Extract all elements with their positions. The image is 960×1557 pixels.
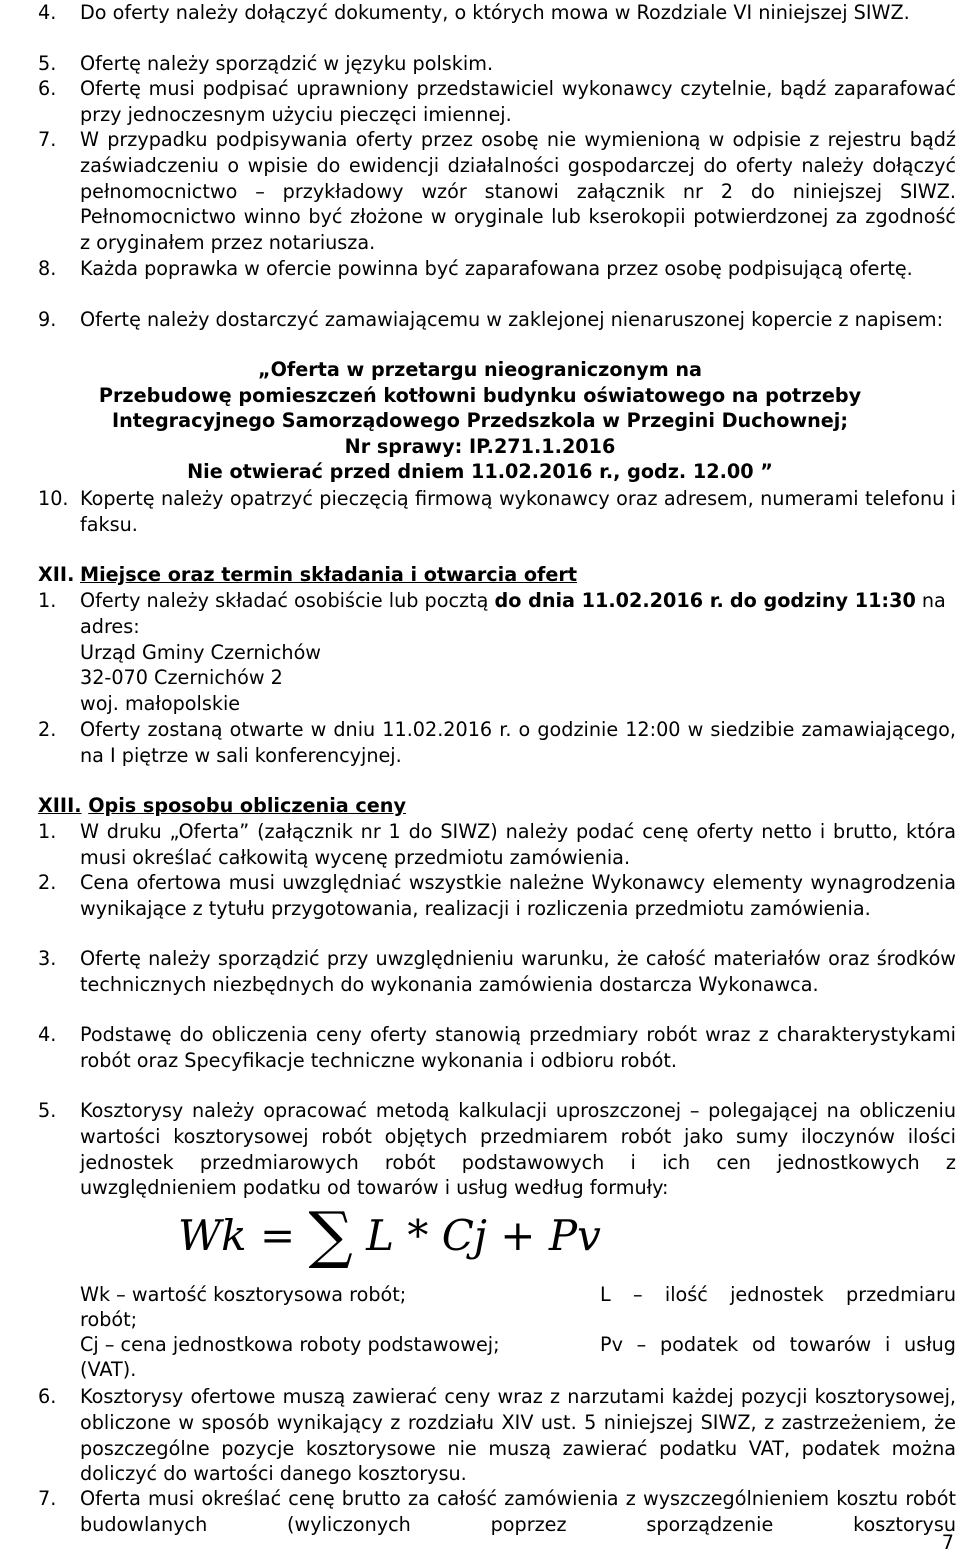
list-item	[38, 1486, 956, 1538]
list-item	[38, 717, 956, 769]
definition-l-continued: robót;	[80, 1308, 138, 1331]
deadline-date: do dnia 11.02.2016 r.	[494, 589, 724, 612]
item-text: Oferty zostaną otwarte w dniu 11.02.2016 r. o godzinie 12:00 w siedzibie zamawiającego, na I piętrze w sali konferencyjnej.	[80, 718, 956, 767]
list-item	[38, 1098, 956, 1201]
definition-cj: Cj – cena jednostkowa roboty podstawowej;	[80, 1333, 500, 1356]
deadline-time: do godziny 11:30	[729, 589, 916, 612]
item-number: 5.	[38, 1099, 57, 1122]
envelope-line: Nie otwierać przed dniem 11.02.2016 r., godz. 12.00 ”	[187, 460, 773, 484]
definition-pv: Pv – podatek od towarów i usług	[600, 1333, 956, 1356]
item-text: Kopertę należy opatrzyć pieczęcią firmową wykonawcy oraz adresem, numerami telefonu i faksu.	[80, 487, 956, 536]
address-line: 32-070 Czernichów 2	[80, 666, 283, 690]
item-number: 3.	[38, 947, 57, 970]
definition-pv-continued: (VAT).	[80, 1358, 137, 1381]
list-item	[38, 946, 956, 998]
price-formula	[178, 1198, 601, 1271]
list-item	[38, 256, 956, 282]
item-text: Każda poprawka w ofercie powinna być zaparafowana przez osobę podpisującą ofertę.	[80, 257, 913, 280]
envelope-inscription	[0, 357, 960, 485]
list-item	[38, 127, 956, 256]
list-item	[38, 51, 956, 77]
address-line: Urząd Gminy Czernichów	[80, 640, 322, 664]
definition-wk: Wk – wartość kosztorysowa robót;	[80, 1283, 407, 1306]
item-number: 7.	[38, 1487, 57, 1510]
item-text: Kosztorysy należy opracować metodą kalkulacji uproszczonej – polegającej na obliczeniu wartości kosztorysowej robót objętych przedmiarem robót jako sumy iloczynów ilości jednostek przedmiarowych robót podstawowych i ich cen jednostkowych z uwzględnieniem podatku od towarów i usług według formuły:	[80, 1099, 956, 1200]
item-number: 4.	[38, 1023, 57, 1046]
page-number: 7	[941, 1531, 954, 1554]
item-number: 2.	[38, 718, 57, 741]
item-number: 1.	[38, 820, 57, 843]
item-number: 6.	[38, 1385, 57, 1408]
formula-rhs: L * Cj + Pv	[366, 1211, 601, 1260]
item-number: 10.	[38, 487, 69, 510]
item-text: Ofertę należy dostarczyć zamawiającemu w zaklejonej nienaruszonej kopercie z napisem:	[80, 308, 944, 331]
address-line: woj. małopolskie	[80, 692, 241, 716]
item-number: 6.	[38, 77, 57, 100]
list-item	[38, 486, 956, 538]
list-item	[38, 819, 956, 871]
formula-lhs: Wk	[178, 1211, 247, 1260]
section-title: Opis sposobu obliczenia ceny	[88, 794, 406, 817]
item-number: 4.	[38, 1, 57, 24]
item-number: 7.	[38, 128, 57, 151]
item-text: Kosztorysy ofertowe muszą zawierać ceny wraz z narzutami każdej pozycji kosztorysowej, obliczone w sposób wynikający z rozdziału XIV ust. 5 niniejszej SIWZ, z zastrzeżeniem, że poszczególne pozycje kosztorysowe nie muszą zawierać podatku VAT, podatek można doliczyć do wartości danego kosztorysu.	[80, 1385, 956, 1486]
envelope-line: Nr sprawy: IP.271.1.2016	[344, 434, 616, 458]
formula-equals: =	[259, 1211, 296, 1260]
list-item	[38, 0, 956, 26]
item-text: W przypadku podpisywania oferty przez osobę nie wymienioną w odpisie z rejestru bądź zaświadczeniu o wpisie do ewidencji działalności gospodarczej do oferty należy dołączyć pełnomocnictwo – przykładowy wzór stanowi załącznik nr 2 do niniejszej SIWZ. Pełnomocnictwo winno być złożone w oryginale lub kserokopii potwierdzonej za zgodność z oryginałem przez notariusza.	[80, 128, 956, 255]
list-item	[38, 76, 956, 128]
envelope-line: Integracyjnego Samorządowego Przedszkola w Przegini Duchownej;	[111, 409, 849, 433]
envelope-line: Przebudowę pomieszczeń kotłowni budynku oświatowego na potrzeby	[98, 383, 862, 407]
item-text	[80, 588, 956, 717]
item-text: Cena ofertowa musi uwzględniać wszystkie należne Wykonawcy elementy wynagrodzenia wynikające z tytułu przygotowania, realizacji i rozliczenia przedmiotu zamówienia.	[80, 871, 956, 920]
item-text: Podstawę do obliczenia ceny oferty stanowią przedmiary robót wraz z charakterystykami robót oraz Specyfikacje techniczne wykonania i odbioru robót.	[80, 1023, 956, 1072]
list-item	[38, 307, 956, 333]
item-text: W druku „Oferta” (załącznik nr 1 do SIWZ) należy podać cenę oferty netto i brutto, która musi określać całkowitą wycenę przedmiotu zamówienia.	[80, 820, 956, 869]
item-number: 1.	[38, 589, 57, 612]
list-item	[38, 1384, 956, 1487]
sum-symbol: ∑	[308, 1198, 353, 1271]
list-item	[38, 588, 956, 717]
section-heading	[38, 562, 956, 588]
list-item	[38, 1022, 956, 1074]
item-text: Do oferty należy dołączyć dokumenty, o których mowa w Rozdziale VI niniejszej SIWZ.	[80, 1, 910, 24]
section-number: XII.	[38, 563, 75, 586]
item-text: Ofertę należy sporządzić w języku polskim.	[80, 52, 494, 75]
section-title: Miejsce oraz termin składania i otwarcia ofert	[80, 563, 578, 586]
text-run: na adres:	[80, 589, 946, 638]
text-run: Oferty należy składać osobiście lub pocztą	[80, 589, 495, 612]
item-text: Oferta musi określać cenę brutto za całość zamówienia z wyszczególnieniem kosztu robót budowlanych (wyliczonych poprzez sporządzenie kosztorysu	[80, 1487, 956, 1536]
item-number: 8.	[38, 257, 57, 280]
section-number: XIII.	[38, 794, 82, 817]
item-text: Ofertę należy sporządzić przy uwzględnieniu warunku, że całość materiałów oraz środków technicznych niezbędnych do wykonania zamówienia dostarcza Wykonawca.	[80, 947, 956, 996]
section-heading	[38, 793, 956, 819]
item-number: 2.	[38, 871, 57, 894]
item-text: Ofertę musi podpisać uprawniony przedstawiciel wykonawcy czytelnie, bądź zaparafować przy jednoczesnym użyciu pieczęci imiennej.	[80, 77, 956, 126]
item-number: 5.	[38, 52, 57, 75]
list-item	[38, 870, 956, 922]
envelope-line: „Oferta w przetargu nieograniczonym na	[258, 358, 702, 381]
item-number: 9.	[38, 308, 57, 331]
definition-l: L – ilość jednostek przedmiaru	[600, 1283, 956, 1306]
